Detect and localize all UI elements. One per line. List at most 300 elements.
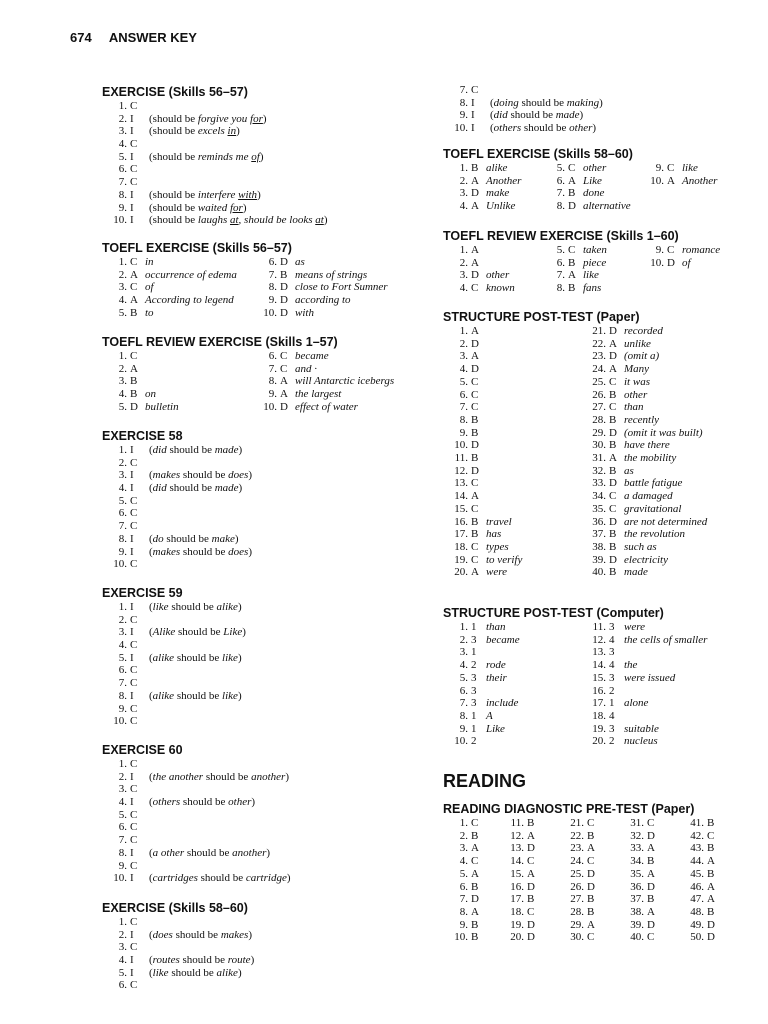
answer-grid — [449, 621, 768, 748]
answer-letter: I — [130, 651, 134, 664]
item-number: 7. — [118, 176, 127, 189]
answer-text: like — [583, 269, 599, 282]
answer-row — [108, 872, 291, 885]
answer-letter: D — [471, 464, 479, 477]
answer-row — [108, 677, 246, 690]
answer-letter: D — [130, 400, 138, 413]
answer-letter: 4 — [609, 709, 615, 722]
section-title: TOEFL REVIEW EXERCISE (Skills 1–57) — [102, 335, 338, 349]
answer-text: the — [624, 659, 638, 672]
item-number: 9. — [459, 109, 468, 122]
correction-note: (others should be other) — [149, 796, 256, 809]
item-number: 21. — [570, 817, 584, 829]
section-title: STRUCTURE POST-TEST (Paper) — [443, 310, 640, 324]
item-number: 7. — [459, 84, 468, 96]
answer-section — [102, 240, 428, 320]
answer-cell — [587, 338, 651, 351]
item-number: 41. — [690, 817, 704, 829]
answer-cell — [449, 338, 486, 351]
item-number: 19. — [510, 918, 524, 931]
answer-cell — [258, 269, 367, 282]
answer-cell — [449, 893, 486, 906]
answer-letter: D — [609, 350, 617, 363]
item-number: 24. — [570, 855, 584, 868]
item-number: 8. — [268, 375, 277, 388]
answer-letter: B — [609, 540, 617, 553]
answer-row — [108, 469, 252, 482]
answer-cell — [685, 855, 722, 868]
answer-text: recorded — [624, 325, 663, 337]
answer-text: Another — [486, 174, 522, 187]
answer-text: alternative — [583, 200, 631, 213]
answer-section — [443, 84, 603, 135]
answer-row — [108, 967, 254, 980]
item-number: 37. — [592, 528, 606, 541]
answer-letter: 3 — [471, 633, 477, 646]
answer-cell — [685, 842, 722, 855]
item-number: 1. — [459, 817, 468, 829]
answer-letter: I — [130, 188, 134, 201]
item-number: 5. — [459, 867, 468, 880]
item-number: 45. — [690, 867, 704, 880]
answer-letter: C — [130, 558, 138, 571]
answer-letter: C — [471, 817, 479, 829]
answer-letter: I — [471, 122, 475, 135]
answer-letter: D — [587, 880, 595, 893]
correction-note: (makes should be does) — [149, 545, 252, 558]
answer-text: as — [295, 256, 305, 268]
answer-cell — [587, 477, 682, 490]
item-number: 15. — [510, 867, 524, 880]
item-number: 20. — [592, 735, 606, 748]
item-number: 4. — [118, 796, 127, 809]
answer-text: include — [486, 697, 519, 710]
item-number: 5. — [459, 375, 468, 388]
answer-cell — [505, 881, 542, 894]
answer-letter: B — [609, 388, 617, 401]
answer-cell — [587, 646, 624, 659]
item-number: 5. — [118, 966, 127, 979]
correction-note: (do should be make) — [149, 532, 239, 545]
answer-section — [443, 605, 768, 748]
section-title: READING — [443, 771, 527, 791]
answer-row — [108, 189, 327, 202]
item-number: 17. — [592, 697, 606, 710]
item-number: 1. — [459, 162, 468, 174]
answer-letter: B — [707, 867, 715, 880]
answer-text: According to legend — [145, 294, 234, 307]
answer-cell — [587, 401, 644, 414]
answer-section — [443, 801, 768, 944]
answer-cell — [625, 881, 662, 894]
answer-grid — [449, 244, 768, 295]
answer-cell — [449, 363, 486, 376]
item-number: 16. — [454, 515, 468, 528]
item-number: 48. — [690, 905, 704, 918]
answer-letter: C — [130, 256, 138, 268]
item-number: 6. — [268, 350, 277, 362]
answer-text: close to Fort Sumner — [295, 281, 388, 294]
answer-letter: D — [280, 294, 288, 307]
answer-cell — [565, 855, 602, 868]
answer-text: their — [486, 671, 507, 684]
item-number: 2. — [118, 928, 127, 941]
answer-letter: I — [130, 214, 134, 227]
answer-letter: 4 — [609, 659, 615, 672]
answer-text: battle fatigue — [624, 477, 683, 490]
answer-cell — [505, 830, 542, 843]
item-number: 8. — [118, 846, 127, 859]
section-title: TOEFL EXERCISE (Skills 58–60) — [443, 147, 633, 161]
answer-letter: C — [471, 388, 479, 401]
section-title: STRUCTURE POST-TEST (Computer) — [443, 606, 664, 620]
answer-cell — [449, 516, 512, 529]
answer-cell — [449, 931, 486, 944]
answer-letter: A — [471, 244, 479, 256]
answer-cell — [587, 439, 670, 452]
answer-letter: A — [527, 867, 535, 880]
answer-letter: C — [587, 817, 595, 829]
item-number: 6. — [459, 880, 468, 893]
answer-cell — [449, 414, 486, 427]
item-number: 4. — [118, 639, 127, 652]
answer-letter: C — [647, 931, 655, 944]
correction-note: (the another should be another) — [149, 770, 289, 783]
answer-cell — [546, 162, 606, 175]
item-number: 9. — [268, 388, 277, 401]
answer-cell — [505, 893, 542, 906]
answer-text: a damaged — [624, 490, 673, 503]
answer-row — [108, 860, 291, 873]
item-number: 30. — [570, 931, 584, 944]
answer-letter: C — [130, 138, 138, 151]
answer-list — [108, 758, 291, 885]
answer-letter: B — [568, 282, 576, 295]
answer-text: than — [486, 621, 506, 633]
answer-cell — [546, 200, 631, 213]
item-number: 33. — [592, 477, 606, 490]
answer-cell — [587, 723, 659, 736]
answer-cell — [587, 452, 676, 465]
item-number: 14. — [510, 855, 524, 868]
answer-text: occurrence of edema — [145, 268, 237, 281]
item-number: 9. — [118, 545, 127, 558]
item-number: 32. — [592, 464, 606, 477]
section-title: TOEFL EXERCISE (Skills 56–57) — [102, 241, 292, 255]
answer-letter: D — [527, 842, 535, 855]
item-number: 9. — [459, 918, 468, 931]
item-number: 2. — [459, 633, 468, 646]
page-number: 674 — [70, 30, 92, 45]
item-number: 18. — [510, 905, 524, 918]
answer-letter: C — [609, 502, 617, 515]
answer-text: will Antarctic icebergs — [295, 375, 395, 388]
answer-letter: C — [130, 456, 138, 469]
correction-note: (should be waited for) — [149, 201, 247, 214]
answer-cell — [449, 659, 506, 672]
answer-cell — [587, 389, 647, 402]
answer-letter: 2 — [471, 659, 477, 672]
item-number: 49. — [690, 918, 704, 931]
answer-cell — [449, 187, 509, 200]
answer-row — [108, 664, 246, 677]
answer-letter: C — [527, 905, 535, 918]
answer-text: Unlike — [486, 200, 516, 213]
answer-text: romance — [682, 244, 721, 256]
answer-row — [108, 703, 246, 716]
answer-cell — [546, 175, 602, 188]
answer-letter: C — [130, 664, 138, 677]
answer-row — [108, 941, 254, 954]
answer-cell — [449, 175, 521, 188]
answer-text: has — [486, 528, 502, 541]
answer-letter: A — [707, 855, 715, 868]
answer-letter: A — [471, 867, 479, 880]
answer-letter: 3 — [471, 697, 477, 710]
item-number: 42. — [690, 829, 704, 842]
item-number: 6. — [118, 163, 127, 176]
answer-cell — [625, 906, 662, 919]
answer-cell — [108, 375, 145, 388]
answer-cell — [546, 244, 607, 257]
answer-letter: B — [609, 528, 617, 541]
answer-cell — [449, 646, 486, 659]
item-number: 9. — [118, 859, 127, 872]
answer-cell — [449, 723, 505, 736]
answer-cell — [258, 281, 388, 294]
answer-cell — [625, 868, 662, 881]
answer-cell — [258, 375, 394, 388]
correction-note: (should be interfere with) — [149, 188, 261, 201]
answer-letter: D — [280, 281, 288, 294]
answer-cell — [449, 621, 506, 634]
answer-letter: D — [707, 931, 715, 944]
item-number: 10. — [650, 174, 664, 187]
answer-cell — [108, 256, 154, 269]
answer-cell — [505, 855, 542, 868]
answer-letter: A — [471, 905, 479, 918]
answer-grid — [449, 817, 768, 944]
item-number: 27. — [570, 893, 584, 906]
answer-letter: C — [130, 702, 138, 715]
answer-letter: B — [471, 413, 479, 426]
item-number: 12. — [510, 829, 524, 842]
answer-cell — [625, 830, 662, 843]
item-number: 12. — [454, 464, 468, 477]
item-number: 17. — [510, 893, 524, 906]
answer-letter: A — [609, 452, 617, 464]
answer-letter: C — [130, 613, 138, 626]
item-number: 4. — [459, 200, 468, 213]
item-number: 8. — [459, 413, 468, 426]
item-number: 15. — [454, 502, 468, 515]
answer-text: known — [486, 282, 515, 295]
item-number: 26. — [592, 388, 606, 401]
answer-letter: D — [527, 931, 535, 944]
answer-cell — [587, 554, 668, 567]
item-number: 1. — [118, 601, 127, 613]
answer-letter: I — [130, 125, 134, 138]
answer-cell — [449, 855, 486, 868]
answer-row — [108, 916, 254, 929]
answer-cell — [685, 817, 722, 830]
answer-letter: A — [527, 829, 535, 842]
answer-letter: A — [647, 867, 655, 880]
item-number: 2. — [118, 112, 127, 125]
answer-text: rode — [486, 659, 506, 672]
item-number: 24. — [592, 363, 606, 376]
answer-text: were — [486, 566, 507, 579]
item-number: 34. — [592, 490, 606, 503]
item-number: 8. — [459, 709, 468, 722]
answer-cell — [258, 294, 351, 307]
answer-letter: 2 — [609, 735, 615, 748]
item-number: 7. — [118, 677, 127, 690]
answer-text: means of strings — [295, 268, 368, 281]
answer-cell — [587, 697, 648, 710]
answer-letter: C — [471, 375, 479, 388]
answer-letter: D — [527, 880, 535, 893]
correction-note: (should be excels in) — [149, 125, 240, 138]
answer-cell — [565, 931, 602, 944]
answer-letter: C — [130, 350, 138, 362]
answer-text: the largest — [295, 388, 342, 401]
answer-letter: I — [130, 545, 134, 558]
answer-letter: D — [647, 880, 655, 893]
item-number: 40. — [630, 931, 644, 944]
item-number: 11. — [510, 817, 524, 829]
answer-letter: A — [667, 174, 675, 187]
item-number: 3. — [118, 941, 127, 954]
correction-note: (should be forgive you for) — [149, 112, 267, 125]
answer-letter: B — [471, 162, 479, 174]
item-number: 3. — [459, 269, 468, 282]
answer-row — [108, 929, 254, 942]
answer-cell — [449, 685, 486, 698]
answer-letter: C — [471, 477, 479, 490]
answer-text: piece — [583, 256, 607, 269]
answer-letter: D — [609, 325, 617, 337]
answer-row — [108, 202, 327, 215]
answer-cell — [587, 350, 659, 363]
item-number: 6. — [556, 256, 565, 269]
answer-letter: A — [647, 842, 655, 855]
answer-letter: C — [568, 244, 576, 256]
answer-text: (omit a) — [624, 350, 660, 363]
answer-cell — [587, 672, 675, 685]
answer-cell — [505, 868, 542, 881]
answer-row — [108, 546, 252, 559]
answer-letter: I — [130, 482, 134, 495]
answer-letter: A — [568, 269, 576, 282]
answer-letter: 3 — [471, 684, 477, 697]
answer-text: and · — [295, 362, 317, 375]
item-number: 5. — [118, 494, 127, 507]
item-number: 19. — [454, 553, 468, 566]
answer-letter: I — [130, 469, 134, 482]
answer-section — [443, 228, 768, 295]
item-number: 6. — [118, 664, 127, 677]
item-number: 8. — [459, 905, 468, 918]
answer-cell — [258, 307, 314, 320]
answer-letter: D — [587, 867, 595, 880]
item-number: 8. — [268, 281, 277, 294]
item-number: 5. — [118, 808, 127, 821]
answer-cell — [587, 363, 649, 376]
item-number: 26. — [570, 880, 584, 893]
answer-cell — [449, 452, 486, 465]
answer-letter: I — [130, 444, 134, 456]
answer-letter: C — [130, 520, 138, 533]
answer-cell — [685, 893, 722, 906]
answer-cell — [625, 855, 662, 868]
answer-letter: A — [471, 174, 479, 187]
answer-text: of — [682, 256, 691, 269]
answer-text: Like — [486, 722, 505, 735]
answer-row — [108, 163, 327, 176]
answer-letter: I — [130, 601, 134, 613]
item-number: 8. — [118, 188, 127, 201]
answer-cell — [258, 256, 305, 269]
answer-letter: 4 — [609, 633, 615, 646]
answer-letter: D — [280, 400, 288, 413]
item-number: 1. — [459, 244, 468, 256]
answer-cell — [449, 842, 486, 855]
answer-row — [108, 771, 291, 784]
item-number: 9. — [268, 294, 277, 307]
item-number: 31. — [630, 817, 644, 829]
answer-text: the revolution — [624, 528, 685, 541]
answer-cell — [449, 427, 486, 440]
answer-row — [108, 138, 327, 151]
answer-text: bulletin — [145, 400, 179, 413]
answer-letter: B — [609, 566, 617, 579]
answer-cell — [587, 376, 650, 389]
item-number: 10. — [454, 735, 468, 748]
item-number: 10. — [454, 439, 468, 452]
answer-letter: A — [587, 918, 595, 931]
answer-text: like — [682, 162, 698, 174]
item-number: 10. — [454, 931, 468, 944]
answer-text: recently — [624, 413, 660, 426]
item-number: 1. — [118, 444, 127, 456]
correction-note: (others should be other) — [490, 122, 597, 135]
answer-letter: C — [130, 783, 138, 796]
answer-text: fans — [583, 282, 602, 295]
correction-note: (does should be makes) — [149, 928, 252, 941]
item-number: 7. — [459, 401, 468, 414]
answer-cell — [587, 541, 657, 554]
answer-cell — [449, 528, 501, 541]
item-number: 36. — [592, 515, 606, 528]
item-number: 29. — [570, 918, 584, 931]
answer-letter: D — [280, 306, 288, 319]
item-number: 7. — [459, 893, 468, 906]
answer-row — [108, 495, 252, 508]
answer-letter: C — [707, 829, 715, 842]
item-number: 4. — [459, 363, 468, 376]
item-number: 9. — [459, 722, 468, 735]
answer-list — [449, 84, 603, 135]
answer-letter: B — [471, 880, 479, 893]
item-number: 39. — [592, 553, 606, 566]
item-number: 9. — [459, 426, 468, 439]
answer-text: have there — [624, 439, 670, 452]
answer-letter: D — [609, 477, 617, 490]
answer-letter: B — [707, 817, 715, 829]
answer-letter: A — [707, 880, 715, 893]
item-number: 10. — [263, 306, 277, 319]
